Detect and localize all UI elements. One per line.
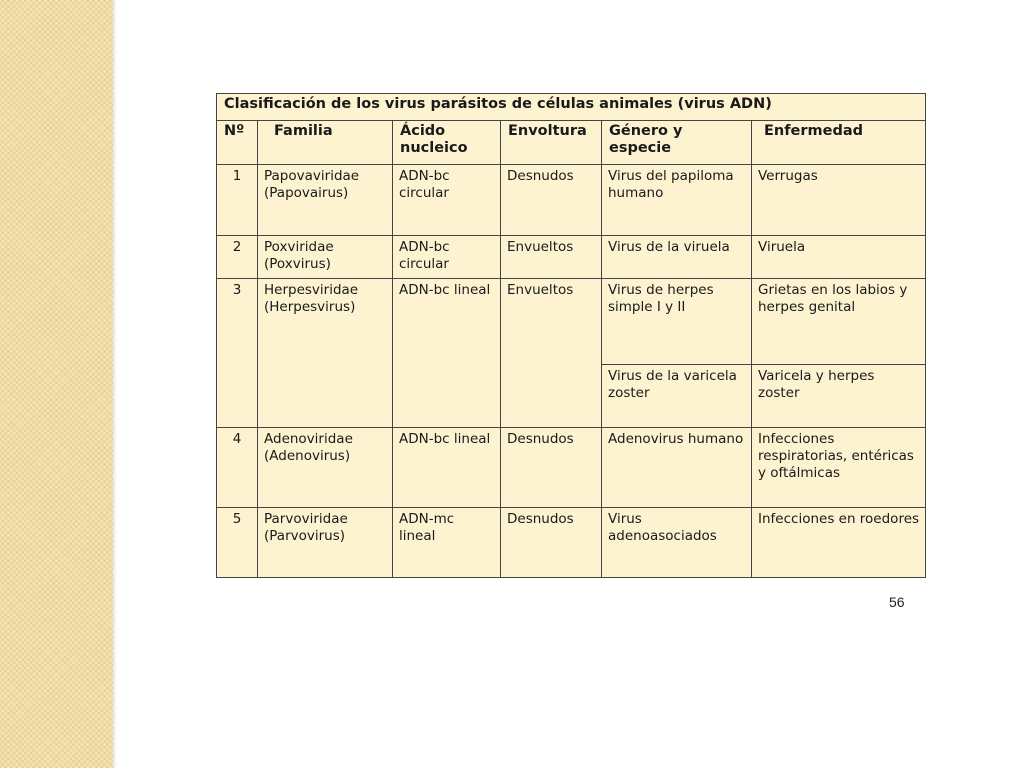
cell-acido-nucleico: ADN-bc circular	[393, 236, 501, 279]
cell-acido-nucleico: ADN-bc lineal	[393, 279, 501, 428]
table-row	[217, 428, 926, 508]
cell-familia: Papovaviridae (Papovairus)	[258, 165, 393, 236]
cell-numero: 2	[217, 236, 258, 279]
cell-envoltura: Envueltos	[501, 279, 602, 428]
cell-genero-especie: Adenovirus humano	[602, 428, 752, 508]
cell-numero: 5	[217, 508, 258, 578]
cell-enfermedad: Varicela y herpes zoster	[752, 365, 926, 428]
table-title: Clasificación de los virus parásitos de células animales (virus ADN)	[217, 94, 926, 121]
cell-envoltura: Envueltos	[501, 236, 602, 279]
cell-familia: Adenoviridae (Adenovirus)	[258, 428, 393, 508]
cell-familia: Parvoviridae (Parvovirus)	[258, 508, 393, 578]
cell-genero-especie: Virus adenoasociados	[602, 508, 752, 578]
cell-enfermedad: Viruela	[752, 236, 926, 279]
page-number: 56	[889, 594, 905, 610]
cell-genero-especie: Virus de herpes simple I y II	[602, 279, 752, 365]
cell-genero-especie: Virus del papiloma humano	[602, 165, 752, 236]
header-genero-especie: Género y especie	[602, 121, 752, 165]
header-numero: Nº	[217, 121, 258, 165]
cell-numero: 4	[217, 428, 258, 508]
table-row	[217, 165, 926, 236]
table-row	[217, 508, 926, 578]
cell-familia: Herpesviridae (Herpesvirus)	[258, 279, 393, 428]
header-envoltura: Envoltura	[501, 121, 602, 165]
cell-enfermedad: Infecciones respiratorias, entéricas y oftálmicas	[752, 428, 926, 508]
side-strip-shadow	[113, 0, 117, 768]
cell-genero-especie: Virus de la viruela	[602, 236, 752, 279]
cell-genero-especie: Virus de la varicela zoster	[602, 365, 752, 428]
header-enfermedad: Enfermedad	[752, 121, 926, 165]
table-title-row	[217, 94, 926, 121]
header-acido-nucleico: Ácido nucleico	[393, 121, 501, 165]
cell-numero: 1	[217, 165, 258, 236]
cell-envoltura: Desnudos	[501, 508, 602, 578]
table-header-row	[217, 121, 926, 165]
virus-classification-table	[216, 93, 926, 578]
table-row	[217, 279, 926, 365]
header-familia: Familia	[258, 121, 393, 165]
cell-enfermedad: Grietas en los labios y herpes genital	[752, 279, 926, 365]
cell-enfermedad: Infecciones en roedores	[752, 508, 926, 578]
cell-enfermedad: Verrugas	[752, 165, 926, 236]
cell-acido-nucleico: ADN-bc lineal	[393, 428, 501, 508]
cell-numero: 3	[217, 279, 258, 428]
cell-envoltura: Desnudos	[501, 165, 602, 236]
cell-acido-nucleico: ADN-bc circular	[393, 165, 501, 236]
table-row	[217, 236, 926, 279]
decorative-side-strip	[0, 0, 113, 768]
cell-envoltura: Desnudos	[501, 428, 602, 508]
cell-familia: Poxviridae (Poxvirus)	[258, 236, 393, 279]
cell-acido-nucleico: ADN-mc lineal	[393, 508, 501, 578]
